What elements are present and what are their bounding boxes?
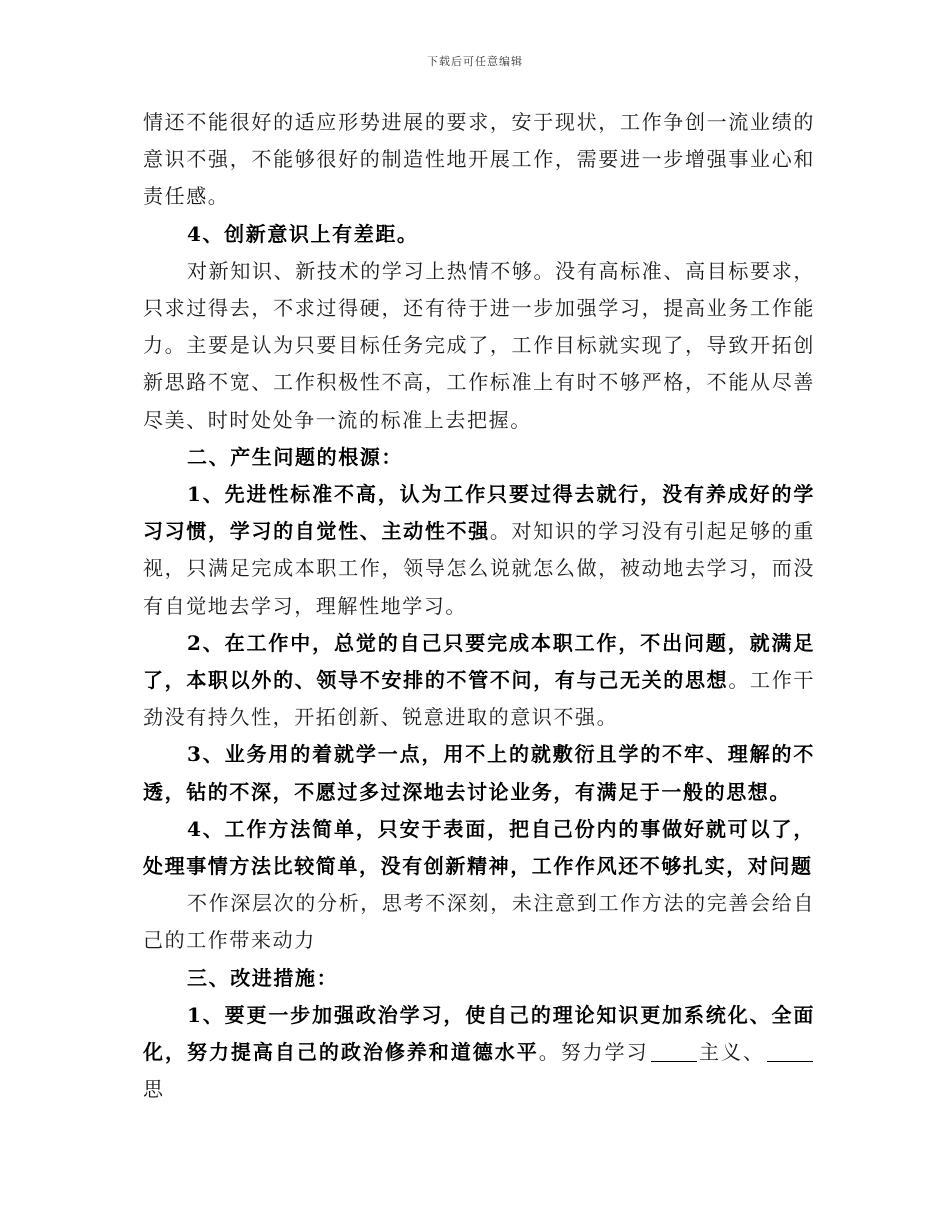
- section-heading-improvements: 三、改进措施：: [187, 965, 339, 990]
- measure-item-1-text-a: 。努力学习: [538, 1040, 649, 1065]
- measure-item-1-text-c: 思: [143, 1077, 165, 1102]
- cause-item-1-bold: 1、先进性标准不高，认为工作只要过得去就行，没有养成好的学习习惯，学习的自觉性、主动性不强: [143, 482, 815, 544]
- blank-underline: [651, 1041, 697, 1062]
- cause-item-2: [143, 625, 815, 737]
- measure-item-1-bold: 1、要更一步加强政治学习，使自己的理论知识更加系统化、全面化，努力提高自己的政治修养和道德水平: [143, 1002, 815, 1065]
- heading-innovation: 4、创新意识上有差距。: [187, 221, 419, 246]
- cause-item-2-text: 。工作干劲没有持久性，开拓创新、锐意进取的意识不强。: [143, 668, 815, 730]
- cause-item-1-text: 。对知识的学习没有引起足够的重视，只满足完成本职工作，领导怎么说就怎么做，被动地去学习，而没有自觉地去学习，理解性地学习。: [143, 519, 815, 618]
- measure-item-1-text-b: 主义、: [698, 1040, 765, 1065]
- blank-underline: [767, 1041, 813, 1062]
- cause-item-2-bold: 2、在工作中，总觉的自己只要完成本职工作，不出问题，就满足了，本职以外的、领导不安排的不管不问，有与己无关的思想: [143, 630, 815, 693]
- cause-item-4: 4、工作方法简单，只安于表面，把自己份内的事做好就可以了，处理事情方法比较简单，没有创新精神，工作作风还不够扎实，对问题: [143, 816, 815, 879]
- measure-item-1: [143, 997, 815, 1109]
- paragraph-innovation: 对新知识、新技术的学习上热情不够。没有高标准、高目标要求，只求过得去，不求过得硬，还有待于进一步加强学习，提高业务工作能力。主要是认为只要目标任务完成了，工作目标就实现了，导致开拓创新思路不宽、工作积极性不高，工作标准上有时不够严格，不能从尽善尽美、时时处处争一流的标准上去把握。: [143, 258, 815, 432]
- download-note: 下载后可任意编辑: [427, 55, 523, 68]
- document-body: [143, 104, 815, 1108]
- cause-item-4-continued: 不作深层次的分析，思考不深刻，未注意到工作方法的完善会给自己的工作带来动力: [143, 891, 815, 953]
- cause-item-1: [143, 476, 815, 625]
- section-heading-root-causes: 二、产生问题的根源：: [187, 444, 403, 469]
- paragraph-continuation: 情还不能很好的适应形势进展的要求，安于现状，工作争创一流业绩的意识不强，不能够很好的制造性地开展工作，需要进一步增强事业心和责任感。: [143, 110, 815, 209]
- cause-item-3: 3、业务用的着就学一点，用不上的就敷衍且学的不牢、理解的不透，钻的不深，不愿过多过深地去讨论业务，有满足于一般的思想。: [143, 742, 815, 804]
